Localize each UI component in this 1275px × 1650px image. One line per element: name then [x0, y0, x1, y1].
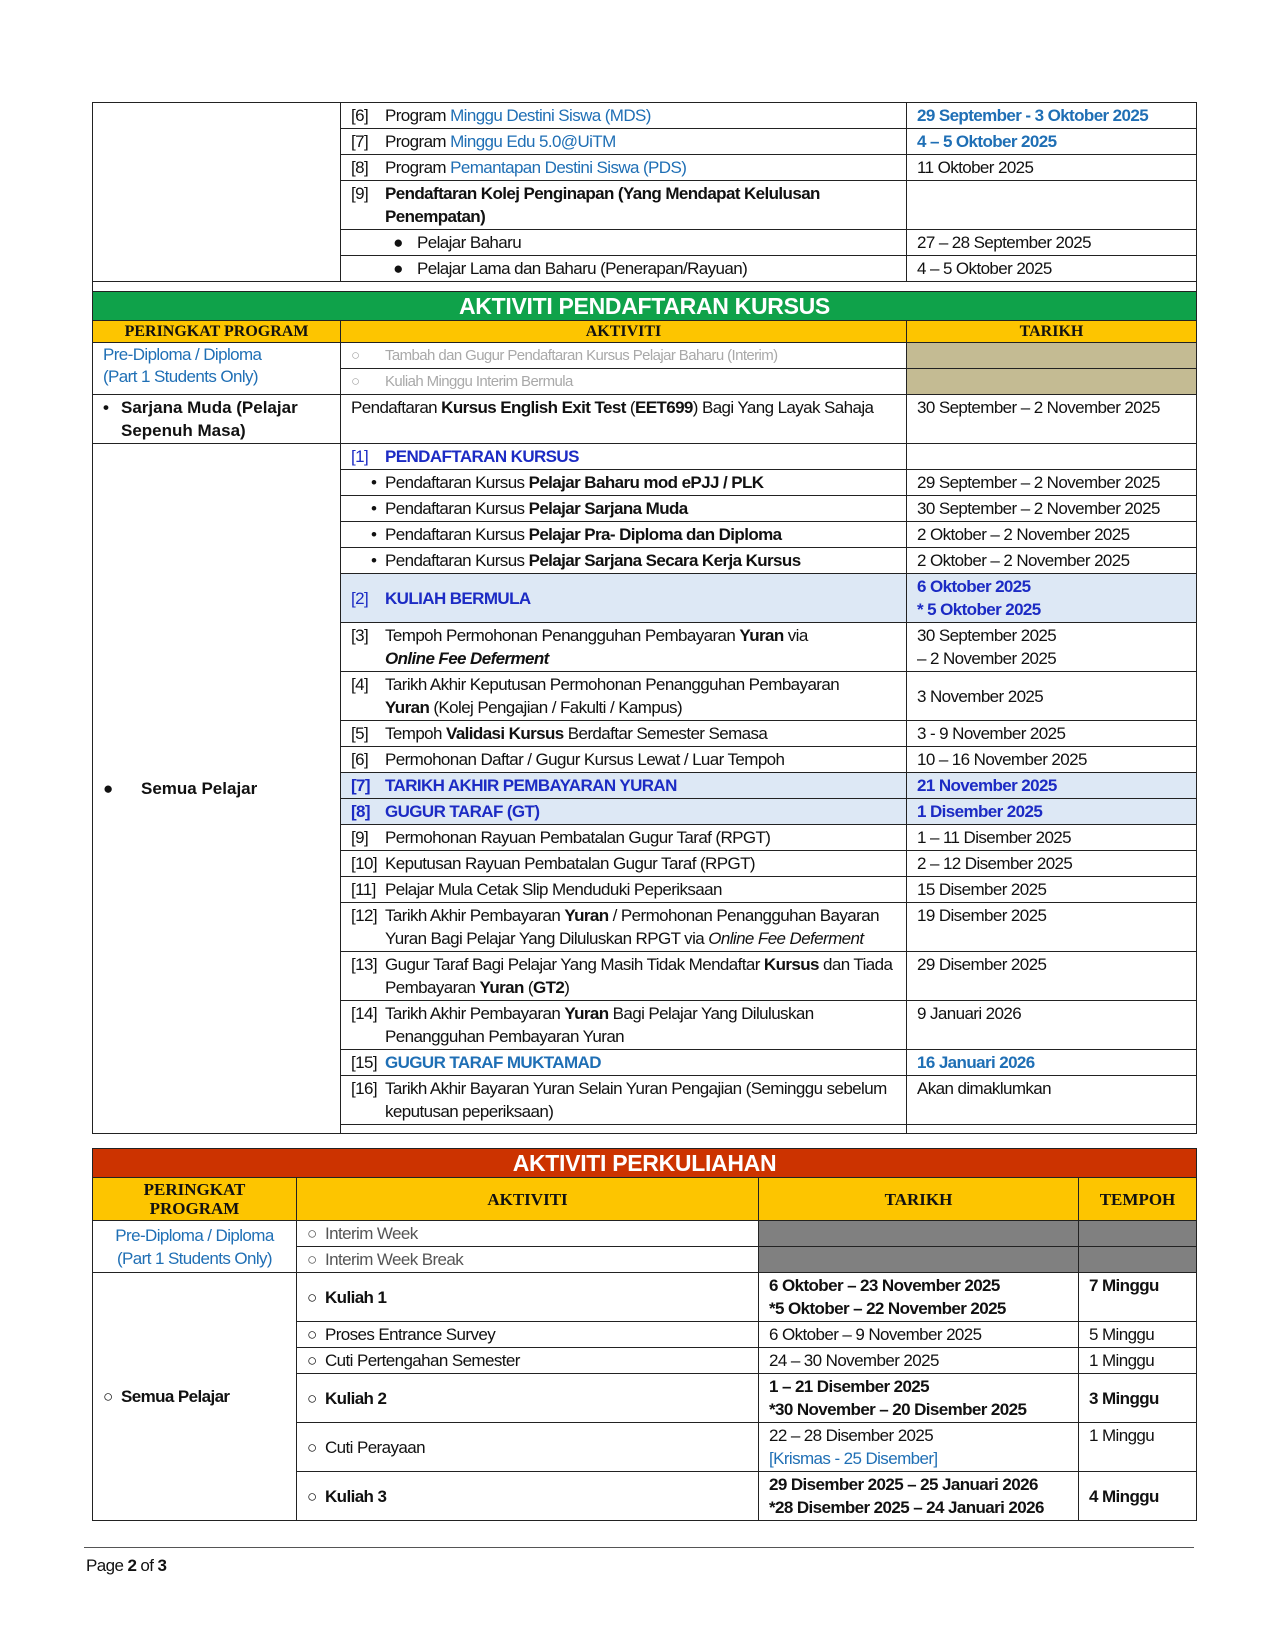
date-cell: 6 Oktober 2025 * 5 Oktober 2025 — [907, 574, 1197, 623]
bullet-icon: • — [103, 398, 109, 417]
bullet-icon: • — [371, 551, 377, 570]
tempoh-cell: 1 Minggu — [1079, 1423, 1197, 1472]
table-row: [14] Tarikh Akhir Pembayaran Yuran Bagi Pelajar Yang Diluluskan Penangguhan Pembayaran Yuran 9 Januari 2026 — [93, 1001, 1197, 1050]
table-row: ● Pelajar Baharu 27 – 28 September 2025 — [93, 230, 1197, 256]
table-row: • Sarjana Muda (Pelajar Sepenuh Masa) Pendaftaran Kursus English Exit Test (EET699) Bagi Yang Layak Sahaja 30 September – 2 November 2025 — [93, 395, 1197, 444]
bullet-icon: ● — [393, 259, 403, 278]
table-row: • Pendaftaran Kursus Pelajar Sarjana Muda 30 September – 2 November 2025 — [93, 496, 1197, 522]
date-cell: Akan dimaklumkan — [907, 1076, 1197, 1125]
circle-bullet-icon: ○ — [351, 373, 360, 390]
bullet-icon: • — [371, 473, 377, 492]
program-label: • Sarjana Muda (Pelajar Sepenuh Masa) — [93, 395, 341, 444]
table-row-highlighted: [8] GUGUR TARAF (GT) 1 Disember 2025 — [93, 799, 1197, 825]
table-row: [6] Program Minggu Destini Siswa (MDS) 29 September - 3 Oktober 2025 — [93, 103, 1197, 129]
bullet-icon: • — [371, 499, 377, 518]
table-row: [8] Program Pemantapan Destini Siswa (PDS) 11 Oktober 2025 — [93, 155, 1197, 181]
date-cell: 3 - 9 November 2025 — [907, 721, 1197, 747]
circle-bullet-icon: ○ — [307, 1325, 317, 1344]
table-row: Pre-Diploma / Diploma (Part 1 Students Only) ○ Interim Week — [93, 1221, 1197, 1247]
date-cell: 1 – 11 Disember 2025 — [907, 825, 1197, 851]
date-cell: 22 – 28 Disember 2025 [Krismas - 25 Disember] — [759, 1423, 1079, 1472]
date-cell: 29 Disember 2025 — [907, 952, 1197, 1001]
holiday-note: [Krismas - 25 Disember] — [769, 1449, 938, 1468]
date-cell: 30 September 2025 – 2 November 2025 — [907, 623, 1197, 672]
program-label: Pre-Diploma / Diploma (Part 1 Students Only) — [93, 343, 341, 395]
table-row: [4] Tarikh Akhir Keputusan Permohonan Penangguhan Pembayaran Yuran (Kolej Pengajian / Fakulti / Kampus) 3 November 2025 — [93, 672, 1197, 721]
circle-bullet-icon: ○ — [351, 347, 360, 364]
table-row: [7] Program Minggu Edu 5.0@UiTM 4 – 5 Oktober 2025 — [93, 129, 1197, 155]
circle-bullet-icon: ○ — [307, 1437, 317, 1457]
program-name: Minggu Edu 5.0@UiTM — [450, 132, 616, 151]
table-row-highlighted: [2] KULIAH BERMULA 6 Oktober 2025 * 5 Oktober 2025 — [93, 574, 1197, 623]
table-row: ● Pelajar Lama dan Baharu (Penerapan/Rayuan) 4 – 5 Oktober 2025 — [93, 256, 1197, 282]
date-cell: 2 Oktober – 2 November 2025 — [907, 548, 1197, 574]
date-cell: 30 September – 2 November 2025 — [907, 496, 1197, 522]
tempoh-cell: 7 Minggu — [1079, 1273, 1197, 1322]
date-cell: 27 – 28 September 2025 — [907, 230, 1197, 256]
table-row: ○ Proses Entrance Survey 6 Oktober – 9 November 2025 5 Minggu — [93, 1322, 1197, 1348]
table-row: • Pendaftaran Kursus Pelajar Pra- Diploma dan Diploma 2 Oktober – 2 November 2025 — [93, 522, 1197, 548]
date-cell: 6 Oktober – 23 November 2025 *5 Oktober – 22 November 2025 — [759, 1273, 1079, 1322]
table-header-row — [93, 1178, 1197, 1221]
program-name: Minggu Destini Siswa (MDS) — [450, 106, 651, 125]
header-tarikh: TARIKH — [759, 1178, 1079, 1221]
header-program: PERINGKAT PROGRAM — [93, 321, 341, 343]
date-cell: 16 Januari 2026 — [907, 1050, 1197, 1076]
program-label: Pre-Diploma / Diploma (Part 1 Students Only) — [93, 1221, 297, 1273]
date-cell: 30 September – 2 November 2025 — [907, 395, 1197, 444]
footer-divider — [84, 1547, 1194, 1548]
registration-schedule-table — [92, 102, 1197, 1134]
circle-bullet-icon: ○ — [307, 1388, 317, 1408]
page-number: Page 2 of 3 — [86, 1556, 167, 1575]
table-row: ● Semua Pelajar [1] PENDAFTARAN KURSUS — [93, 444, 1197, 470]
table-row: [5] Tempoh Validasi Kursus Berdaftar Semester Semasa 3 - 9 November 2025 — [93, 721, 1197, 747]
program-name: Pemantapan Destini Siswa (PDS) — [450, 158, 687, 177]
tempoh-cell: 4 Minggu — [1079, 1472, 1197, 1521]
bullet-icon: • — [371, 525, 377, 544]
table-row: [9] Permohonan Rayuan Pembatalan Gugur Taraf (RPGT) 1 – 11 Disember 2025 — [93, 825, 1197, 851]
empty-program-cell — [93, 103, 341, 282]
lecture-schedule-table — [92, 1148, 1197, 1521]
tempoh-cell: 5 Minggu — [1079, 1322, 1197, 1348]
date-cell: 1 – 21 Disember 2025 *30 November – 20 Disember 2025 — [759, 1374, 1079, 1423]
table-row: [12] Tarikh Akhir Pembayaran Yuran / Permohonan Penangguhan Bayaran Yuran Bagi Pelajar Yang Diluluskan RPGT via Online Fee Deferment 19 Disember 2025 — [93, 903, 1197, 952]
program-label: ○ Semua Pelajar — [93, 1273, 297, 1521]
section-banner — [93, 292, 1197, 321]
circle-bullet-icon: ○ — [103, 1387, 113, 1406]
date-cell — [907, 181, 1197, 230]
section-banner — [93, 1149, 1197, 1178]
date-cell: 21 November 2025 — [907, 773, 1197, 799]
table-row: ○ Interim Week Break — [93, 1247, 1197, 1273]
circle-bullet-icon: ○ — [307, 1224, 317, 1243]
circle-bullet-icon: ○ — [307, 1486, 317, 1506]
date-cell: 3 November 2025 — [907, 672, 1197, 721]
table-row: ○ Kuliah 2 1 – 21 Disember 2025 *30 November – 20 Disember 2025 3 Minggu — [93, 1374, 1197, 1423]
date-cell: 6 Oktober – 9 November 2025 — [759, 1322, 1079, 1348]
table-row: [15] GUGUR TARAF MUKTAMAD 16 Januari 2026 — [93, 1050, 1197, 1076]
table-row-highlighted: [7] TARIKH AKHIR PEMBAYARAN YURAN 21 November 2025 — [93, 773, 1197, 799]
table-row: [10] Keputusan Rayuan Pembatalan Gugur Taraf (RPGT) 2 – 12 Disember 2025 — [93, 851, 1197, 877]
date-cell: 29 Disember 2025 – 25 Januari 2026 *28 Disember 2025 – 24 Januari 2026 — [759, 1472, 1079, 1521]
header-tarikh: TARIKH — [907, 321, 1197, 343]
date-cell: 29 September – 2 November 2025 — [907, 470, 1197, 496]
table-row: ○ Kuliah Minggu Interim Bermula — [93, 369, 1197, 395]
circle-bullet-icon: ○ — [307, 1287, 317, 1307]
table-row: [16] Tarikh Akhir Bayaran Yuran Selain Yuran Pengajian (Seminggu sebelum keputusan peperiksaan) Akan dimaklumkan — [93, 1076, 1197, 1125]
table-row: [6] Permohonan Daftar / Gugur Kursus Lewat / Luar Tempoh 10 – 16 November 2025 — [93, 747, 1197, 773]
tempoh-cell: 3 Minggu — [1079, 1374, 1197, 1423]
table-row: ○ Cuti Perayaan 22 – 28 Disember 2025 [Krismas - 25 Disember] 1 Minggu — [93, 1423, 1197, 1472]
table-row: ○ Kuliah 3 29 Disember 2025 – 25 Januari 2026 *28 Disember 2025 – 24 Januari 2026 4 Minggu — [93, 1472, 1197, 1521]
header-aktiviti: AKTIVITI — [297, 1178, 759, 1221]
banner-title: AKTIVITI PERKULIAHAN — [93, 1149, 1197, 1178]
table-row: ○ Cuti Pertengahan Semester 24 – 30 November 2025 1 Minggu — [93, 1348, 1197, 1374]
date-cell: 2 – 12 Disember 2025 — [907, 851, 1197, 877]
date-cell: 10 – 16 November 2025 — [907, 747, 1197, 773]
date-cell: 15 Disember 2025 — [907, 877, 1197, 903]
table-row: • Pendaftaran Kursus Pelajar Baharu mod ePJJ / PLK 29 September – 2 November 2025 — [93, 470, 1197, 496]
date-cell: 1 Disember 2025 — [907, 799, 1197, 825]
tempoh-cell: 1 Minggu — [1079, 1348, 1197, 1374]
program-label: ● Semua Pelajar — [93, 444, 341, 1134]
date-cell: 4 – 5 Oktober 2025 — [907, 129, 1197, 155]
table-row: [13] Gugur Taraf Bagi Pelajar Yang Masih Tidak Mendaftar Kursus dan Tiada Pembayaran Yuran (GT2) 29 Disember 2025 — [93, 952, 1197, 1001]
date-cell: 9 Januari 2026 — [907, 1001, 1197, 1050]
bullet-icon: ● — [103, 779, 114, 798]
table-row: [9] Pendaftaran Kolej Penginapan (Yang Mendapat Kelulusan Penempatan) — [93, 181, 1197, 230]
table-row: • Pendaftaran Kursus Pelajar Sarjana Secara Kerja Kursus 2 Oktober – 2 November 2025 — [93, 548, 1197, 574]
date-cell: 2 Oktober – 2 November 2025 — [907, 522, 1197, 548]
date-cell: 4 – 5 Oktober 2025 — [907, 256, 1197, 282]
header-tempoh: TEMPOH — [1079, 1178, 1197, 1221]
date-cell: 24 – 30 November 2025 — [759, 1348, 1079, 1374]
bullet-icon: ● — [393, 233, 403, 252]
circle-bullet-icon: ○ — [307, 1250, 317, 1269]
table-row: [3] Tempoh Permohonan Penangguhan Pembayaran Yuran via Online Fee Deferment 30 September 2025 – 2 November 2025 — [93, 623, 1197, 672]
date-cell: 19 Disember 2025 — [907, 903, 1197, 952]
table-row: [11] Pelajar Mula Cetak Slip Menduduki Peperiksaan 15 Disember 2025 — [93, 877, 1197, 903]
header-aktiviti: AKTIVITI — [341, 321, 907, 343]
table-row: ○ Semua Pelajar ○ Kuliah 1 6 Oktober – 23 November 2025 *5 Oktober – 22 November 2025 7 Minggu — [93, 1273, 1197, 1322]
circle-bullet-icon: ○ — [307, 1351, 317, 1370]
table-header-row — [93, 321, 1197, 343]
table-row: Pre-Diploma / Diploma (Part 1 Students Only) ○ Tambah dan Gugur Pendaftaran Kursus Pelajar Baharu (Interim) — [93, 343, 1197, 369]
date-cell: 11 Oktober 2025 — [907, 155, 1197, 181]
header-program: PERINGKAT PROGRAM — [93, 1178, 297, 1221]
banner-title: AKTIVITI PENDAFTARAN KURSUS — [93, 292, 1197, 321]
date-cell: 29 September - 3 Oktober 2025 — [907, 103, 1197, 129]
